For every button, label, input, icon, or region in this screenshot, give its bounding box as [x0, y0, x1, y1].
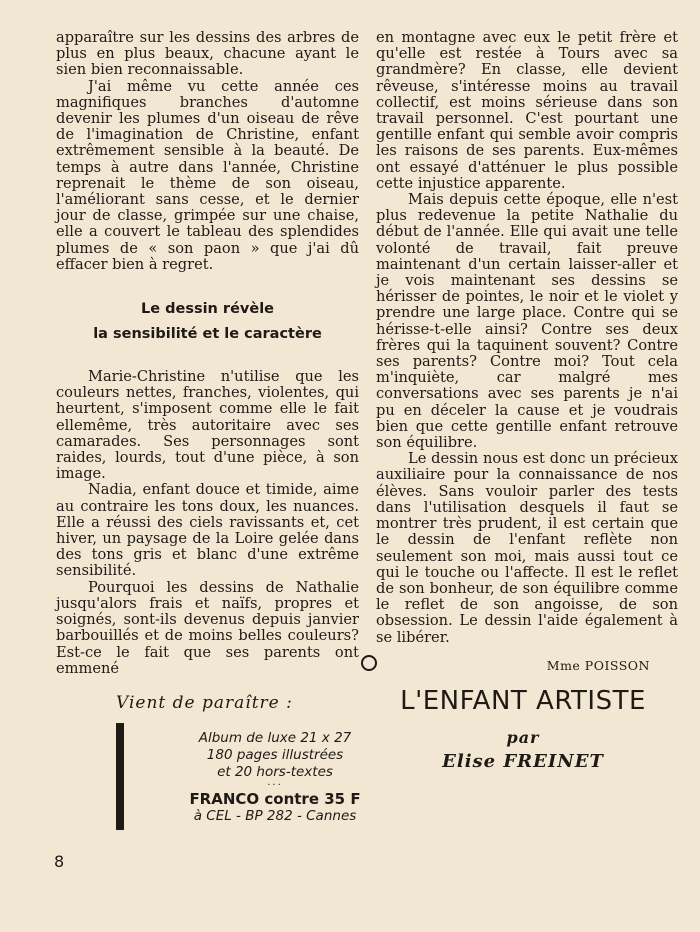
dots-ornament-icon: ‧‧‧	[267, 780, 283, 791]
right-column	[376, 30, 678, 674]
advert-lead: Vient de paraître :	[116, 693, 293, 713]
paragraph: apparaître sur les dessins des arbres de plus en plus beaux, chacune ayant le sien bien reconnaissable.	[56, 29, 359, 79]
advert-details	[160, 730, 390, 825]
author-signature: Mme POISSON	[546, 657, 650, 673]
book-author: Elise FREINET	[442, 751, 604, 772]
circle-ornament-icon	[361, 655, 377, 671]
advert-lead-block	[116, 693, 381, 713]
subheading-line: la sensibilité et le caractère	[93, 326, 322, 343]
paragraph: Nadia, enfant douce et timide, aime au contraire les tons doux, les nuances. Elle a réussi des ciels ravissants et, cet hiver, un paysage de la Loire gelée dans des tons gris et blanc d'une extrême sensibilité.	[56, 481, 359, 580]
paragraph: Mais depuis cette époque, elle n'est plus redevenue la petite Nathalie du début de l'année. Elle qui avait une telle volonté de travail, fait preuve maintenant d'un certain laisser-aller et je vois maintenant ses dessins se hérisser de pointes, le noir et le violet y prendre une large place. Contre qui se hérisse-t-elle ainsi? Contre ses deux frères qui la taquinent souvent? Contre ses parents? Contre moi? Tout cela m'inquiète, car malgré mes conversations avec ses parents je n'ai pu en déceler la cause et je voudrais bien que cette gentille enfant retrouve son équilibre.	[376, 191, 678, 452]
paragraph: J'ai même vu cette année ces magnifiques branches d'automne devenir les plumes d'un oiseau de rêve de l'imagination de Christine, enfant extrêmement sensible à la beauté. De temps à autre dans l'année, Christine reprenait le thème de son oiseau, l'améliorant sans cesse, et le dernier jour de classe, grimpée sur une chaise, elle a couvert le tableau des splendides plumes de « son paon » que j'ai dû effacer bien à regret.	[56, 77, 359, 273]
paragraph: Pourquoi les dessins de Nathalie jusqu'alors frais et naïfs, propres et soignés, sont-ils devenus depuis janvier barbouillés et de moins belles couleurs? Est-ce le fait que ses parents ont emmené	[56, 578, 359, 677]
left-column	[56, 30, 359, 677]
advert-line: Album de luxe 21 x 27	[198, 730, 352, 746]
advert-bar	[116, 723, 124, 830]
subheading-line: Le dessin révèle	[140, 301, 274, 318]
section-subheading	[56, 297, 359, 347]
paragraph: Marie-Christine n'utilise que les couleurs nettes, franches, violentes, qui heurtent, s'imposent comme elle le fait ellemême, très autoritaire avec ses camarades. Ses personnages sont raides, lourds, tout d'une pièce, à son image.	[56, 368, 359, 483]
advert-price: FRANCO contre 35 F	[189, 790, 361, 808]
advert-line: 180 pages illustrées	[206, 747, 344, 763]
paragraph: en montagne avec eux le petit frère et qu'elle est restée à Tours avec sa grandmère? En classe, elle devient rêveuse, s'intéresse moins au travail collectif, est moins sérieuse dans son travail personnel. C'est pourtant une gentille enfant qui semble avoir compris les raisons de ses parents. Eux-mêmes ont essayé d'atténuer le plus possible cette injustice apparente.	[376, 29, 678, 192]
advert-line: et 20 hors-textes	[217, 764, 333, 780]
book-by: par	[506, 728, 540, 747]
book-title: L'ENFANT ARTISTE	[400, 686, 646, 716]
advert-address: à CEL - BP 282 - Cannes	[193, 808, 357, 824]
page-number: 8	[54, 852, 65, 871]
advert-book	[383, 686, 663, 772]
paragraph: Le dessin nous est donc un précieux auxiliaire pour la connaissance de nos élèves. Sans vouloir parler des tests dans l'utilisation desquels il faut se montrer très prudent, il est certain que le dessin de l'enfant reflète non seulement son moi, mais aussi tout ce qui le touche ou l'affecte. Il est le reflet de son bonheur, de son équilibre comme le reflet de son angoisse, de son obsession. Le dessin l'aide également à se libérer.	[376, 450, 678, 646]
